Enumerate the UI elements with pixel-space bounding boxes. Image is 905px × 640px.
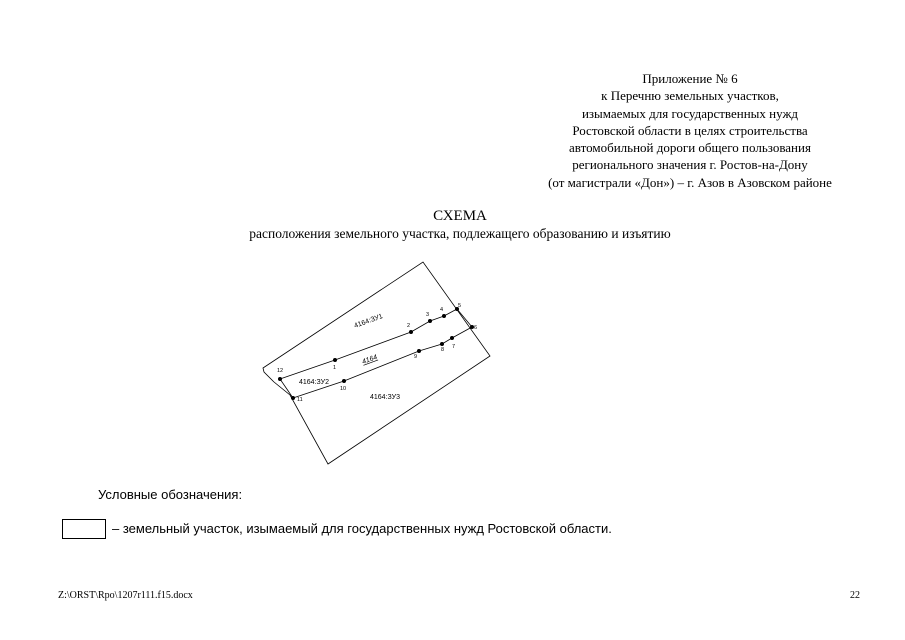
boundary-point-7 (450, 336, 454, 340)
point-label-7: 7 (452, 344, 456, 350)
point-label-4: 4 (440, 307, 444, 313)
appendix-line: Приложение № 6 (642, 71, 738, 86)
point-label-12: 12 (277, 368, 284, 374)
parcel-label-road: 4164 (361, 353, 379, 366)
boundary-point-12 (278, 377, 282, 381)
boundary-point-3 (428, 319, 432, 323)
point-label-8: 8 (441, 347, 445, 353)
point-label-5: 5 (458, 303, 462, 309)
road-lower-boundary (293, 327, 472, 398)
boundary-point-2 (409, 330, 413, 334)
point-label-9: 9 (414, 354, 418, 360)
appendix-line: изымаемых для государственных нужд (581, 105, 799, 121)
parcel-label-zu2: 4164:ЗУ2 (299, 379, 330, 386)
boundary-point-11 (291, 396, 295, 400)
point-label-11: 11 (297, 397, 303, 403)
footer-page-number: 22 (850, 590, 860, 601)
point-label-6: 6 (474, 325, 478, 331)
boundary-point-1 (333, 358, 337, 362)
legend-swatch (62, 519, 106, 539)
scheme-title: СХЕМА (433, 208, 487, 224)
road-east-boundary (457, 309, 472, 327)
appendix-line: автомобильной дороги общего пользования (569, 140, 811, 156)
footer-file-path: Z:\ORST\Rpo\1207r111.f15.docx (58, 590, 193, 601)
point-label-10: 10 (340, 386, 347, 392)
parcel-label-zu1: 4164:ЗУ1 (353, 313, 384, 330)
legend-item-text: – земельный участок, изымаемый для государственных нужд Ростовской области. (112, 521, 612, 536)
boundary-point-10 (342, 379, 346, 383)
appendix-line: к Перечню земельных участков, (601, 88, 779, 104)
boundary-point-9 (417, 349, 421, 353)
legend-title: Условные обозначения: (98, 487, 243, 502)
boundary-point-8 (440, 342, 444, 346)
outer-boundary (263, 262, 490, 464)
point-label-2: 2 (407, 323, 411, 329)
parcel-label-zu3: 4164:ЗУ3 (370, 394, 401, 401)
appendix-line: (от магистрали «Дон») – г. Азов в Азовском районе (548, 174, 832, 190)
appendix-line: регионального значения г. Ростов-на-Дону (572, 157, 808, 173)
boundary-point-4 (442, 314, 446, 318)
appendix-line: Ростовской области в целях строительства (572, 122, 808, 138)
point-label-3: 3 (426, 312, 430, 318)
scheme-subtitle: расположения земельного участка, подлежащего образованию и изъятию (249, 226, 671, 241)
point-label-1: 1 (333, 365, 337, 371)
